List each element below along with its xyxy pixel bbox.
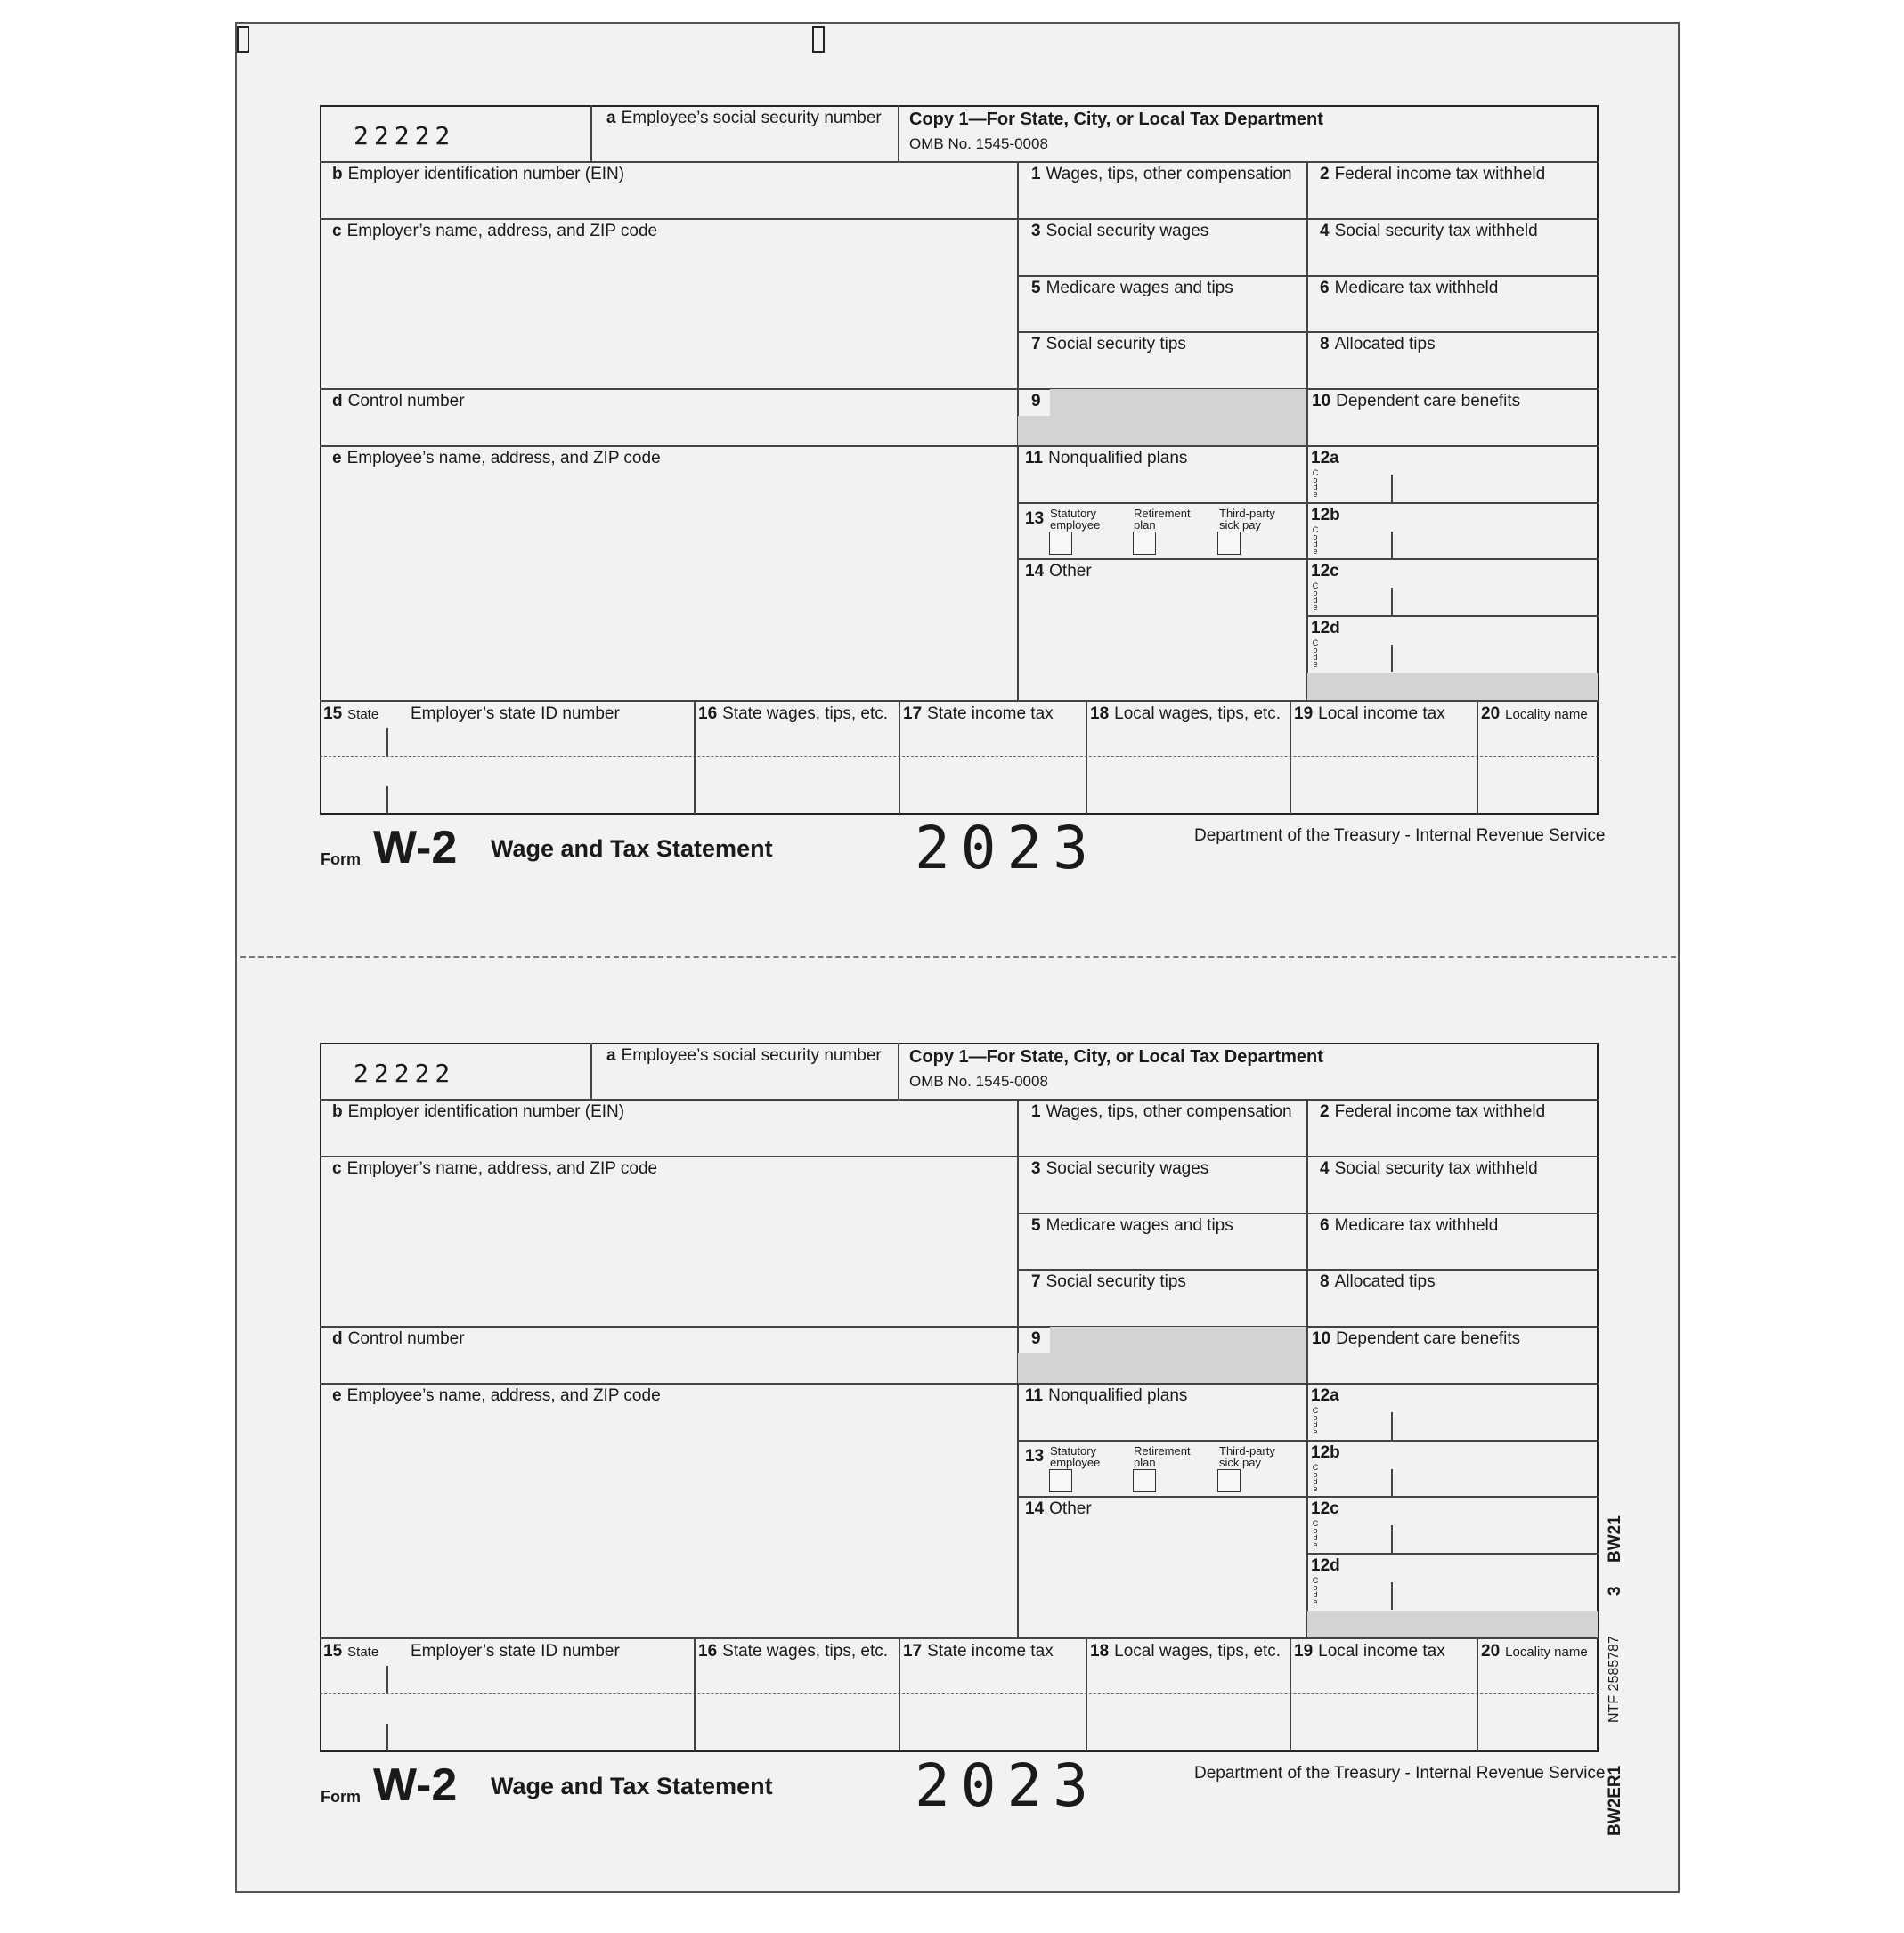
box19-label: 19 Local income tax (1294, 1642, 1445, 1661)
box11-label: 11 Nonqualified plans (1025, 1386, 1188, 1405)
box4-label: 4 Social security tax withheld (1320, 222, 1538, 240)
box10-label: 10 Dependent care benefits (1312, 1329, 1521, 1348)
box-d-label: d Control number (332, 1329, 465, 1348)
box6-label: 6 Medicare tax withheld (1320, 279, 1499, 297)
box12-shade (1307, 1611, 1598, 1637)
form-name: W-2 (373, 822, 458, 873)
box7-label: 7 Social security tips (1031, 1272, 1186, 1291)
third-party-sick-pay-checkbox[interactable] (1217, 532, 1241, 555)
form-word: Form (321, 850, 361, 868)
box12d-code-label: Code (1312, 638, 1319, 669)
box9-label: 9 (1031, 392, 1041, 410)
quantity-label: 3 (1606, 1586, 1624, 1596)
omb-number: OMB No. 1545-0008 (909, 1073, 1048, 1090)
agency-name: Department of the Treasury - Internal Revenue Service (1194, 1764, 1606, 1783)
box17-label: 17 State income tax (903, 1642, 1054, 1661)
box9-shade (1050, 1327, 1306, 1353)
statutory-employee-label: Statutory employee (1050, 1444, 1101, 1469)
box16-label: 16 State wages, tips, etc. (698, 1642, 889, 1661)
box19-label: 19 Local income tax (1294, 704, 1445, 723)
box2-label: 2 Federal income tax withheld (1320, 1102, 1546, 1121)
box14-label: 14 Other (1025, 562, 1092, 581)
registration-mark-left (237, 26, 249, 53)
copy-title: Copy 1—For State, City, or Local Tax Department (909, 1047, 1323, 1067)
form-year: 2023 (915, 814, 1099, 882)
box12c-label: 12c (1311, 562, 1339, 581)
box20-label: 20 Locality name (1481, 704, 1588, 723)
box12b-label: 12b (1311, 1443, 1340, 1462)
box20-label: 20 Locality name (1481, 1642, 1588, 1661)
box8-label: 8 Allocated tips (1320, 335, 1436, 353)
retirement-plan-label: Retirement plan (1134, 1444, 1191, 1469)
box12a-label: 12a (1311, 1386, 1339, 1405)
box7-label: 7 Social security tips (1031, 335, 1186, 353)
box9-label: 9 (1031, 1329, 1041, 1348)
box6-label: 6 Medicare tax withheld (1320, 1216, 1499, 1235)
box12c-label: 12c (1311, 1499, 1339, 1518)
form-title: Wage and Tax Statement (491, 835, 773, 862)
retirement-plan-checkbox[interactable] (1133, 1469, 1156, 1492)
box12d-label: 12d (1311, 619, 1340, 638)
box-c-label: c Employer’s name, address, and ZIP code (332, 1159, 658, 1178)
third-party-sick-pay-label: Third-party sick pay (1219, 1444, 1275, 1469)
box18-label: 18 Local wages, tips, etc. (1090, 1642, 1282, 1661)
box12c-code-label: Code (1312, 581, 1319, 612)
form-code: BW2ER1 (1606, 1765, 1624, 1836)
box13-label: 13 (1025, 1447, 1045, 1466)
box16-label: 16 State wages, tips, etc. (698, 704, 889, 723)
box15-state-id-label: Employer’s state ID number (411, 1642, 620, 1661)
w2-form-bottom (320, 1043, 1606, 1933)
box-a-label: a Employee’s social security number (606, 109, 882, 127)
retirement-plan-label: Retirement plan (1134, 507, 1191, 532)
box12a-code-label: Code (1312, 468, 1319, 499)
retirement-plan-checkbox[interactable] (1133, 532, 1156, 555)
box12d-label: 12d (1311, 1556, 1340, 1575)
void-code: 22222 (354, 121, 456, 150)
box12a-code-label: Code (1312, 1406, 1319, 1436)
statutory-employee-checkbox[interactable] (1049, 1469, 1072, 1492)
box-c-label: c Employer’s name, address, and ZIP code (332, 222, 658, 240)
box15-state-id-label: Employer’s state ID number (411, 704, 620, 723)
box17-label: 17 State income tax (903, 704, 1054, 723)
box-e-label: e Employee’s name, address, and ZIP code (332, 449, 661, 467)
box1-label: 1 Wages, tips, other compensation (1031, 1102, 1292, 1121)
box-a-label: a Employee’s social security number (606, 1046, 882, 1065)
box12-shade (1307, 673, 1598, 700)
statutory-employee-checkbox[interactable] (1049, 532, 1072, 555)
box2-label: 2 Federal income tax withheld (1320, 165, 1546, 183)
box15-label: 15 State (323, 704, 379, 723)
box10-label: 10 Dependent care benefits (1312, 392, 1521, 410)
agency-name: Department of the Treasury - Internal Revenue Service (1194, 826, 1606, 845)
copy-title: Copy 1—For State, City, or Local Tax Department (909, 110, 1323, 129)
box-b-label: b Employer identification number (EIN) (332, 165, 625, 183)
form-year: 2023 (915, 1751, 1099, 1820)
box14-label: 14 Other (1025, 1499, 1092, 1518)
form-word: Form (321, 1788, 361, 1806)
box3-label: 3 Social security wages (1031, 222, 1209, 240)
form-title: Wage and Tax Statement (491, 1773, 773, 1799)
box12a-label: 12a (1311, 449, 1339, 467)
third-party-sick-pay-checkbox[interactable] (1217, 1469, 1241, 1492)
box18-label: 18 Local wages, tips, etc. (1090, 704, 1282, 723)
box5-label: 5 Medicare wages and tips (1031, 279, 1233, 297)
box12b-code-label: Code (1312, 525, 1319, 556)
box12c-code-label: Code (1312, 1519, 1319, 1549)
box12d-code-label: Code (1312, 1576, 1319, 1606)
box4-label: 4 Social security tax withheld (1320, 1159, 1538, 1178)
box13-label: 13 (1025, 509, 1045, 528)
box9-shade (1050, 389, 1306, 416)
box5-label: 5 Medicare wages and tips (1031, 1216, 1233, 1235)
box8-label: 8 Allocated tips (1320, 1272, 1436, 1291)
box12b-label: 12b (1311, 506, 1340, 524)
box9-shade-lower (1018, 1353, 1306, 1383)
registration-mark-center (812, 26, 825, 53)
box-b-label: b Employer identification number (EIN) (332, 1102, 625, 1121)
box9-shade-lower (1018, 416, 1306, 445)
box12b-code-label: Code (1312, 1463, 1319, 1493)
box3-label: 3 Social security wages (1031, 1159, 1209, 1178)
void-code: 22222 (354, 1059, 456, 1088)
statutory-employee-label: Statutory employee (1050, 507, 1101, 532)
form-name: W-2 (373, 1759, 458, 1811)
ntf-number: NTF 2585787 (1607, 1636, 1622, 1723)
box11-label: 11 Nonqualified plans (1025, 449, 1188, 467)
box1-label: 1 Wages, tips, other compensation (1031, 165, 1292, 183)
third-party-sick-pay-label: Third-party sick pay (1219, 507, 1275, 532)
box-e-label: e Employee’s name, address, and ZIP code (332, 1386, 661, 1405)
product-code: BW21 (1606, 1515, 1624, 1563)
omb-number: OMB No. 1545-0008 (909, 135, 1048, 152)
box-d-label: d Control number (332, 392, 465, 410)
w2-form-top (320, 105, 1606, 995)
box15-label: 15 State (323, 1642, 379, 1661)
